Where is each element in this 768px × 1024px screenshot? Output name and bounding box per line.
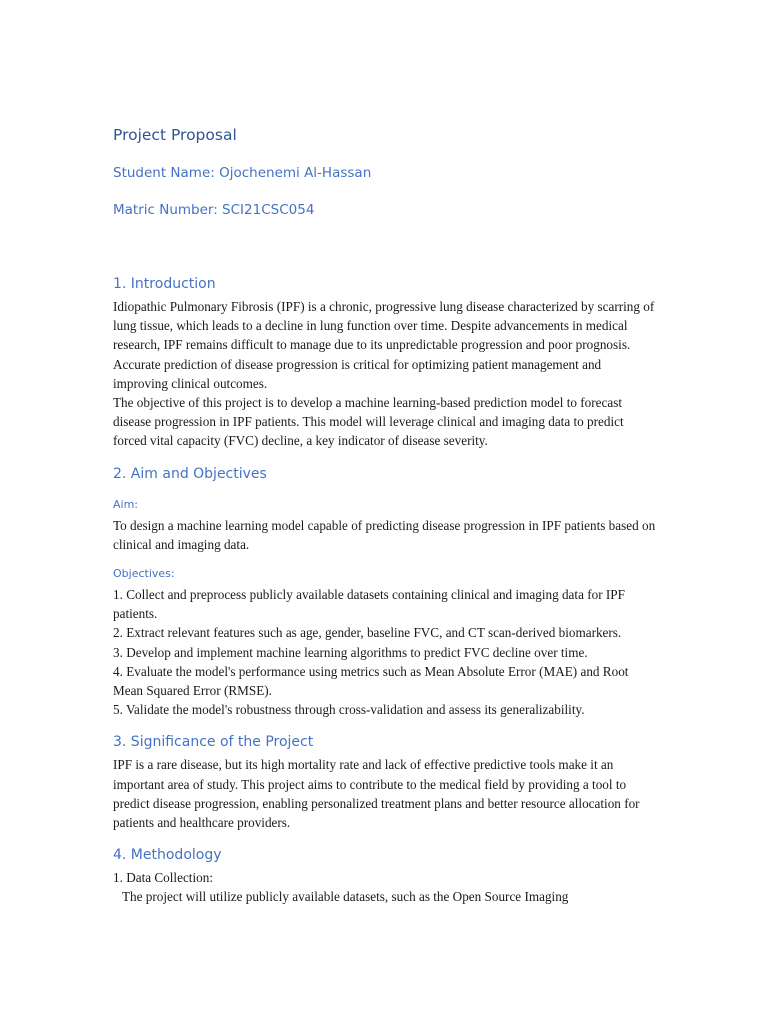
document-body	[113, 125, 658, 907]
methodology-item-1-text: The project will utilize publicly available datasets, such as the Open Source Imaging	[122, 889, 569, 905]
methodology-heading: 4. Methodology	[113, 847, 222, 864]
introduction-paragraph-1: Idiopathic Pulmonary Fibrosis (IPF) is a chronic, progressive lung disease characterized by scarring of lung tissue, which leads to a decline in lung function over time. Despite advancements in medical research, IPF remains difficult to manage due to its unpredictable progression and poor prognosis. Accurate prediction of disease progression is critical for optimizing patient management and improving clinical outcomes.	[113, 299, 655, 391]
document-title: Project Proposal	[113, 126, 237, 144]
matric-number: Matric Number: SCI21CSC054	[113, 202, 315, 218]
aim-text: To design a machine learning model capable of predicting disease progression in IPF patients based on clinical and imaging data.	[113, 517, 656, 552]
objective-item: 1. Collect and preprocess publicly available datasets containing clinical and imaging data for IPF patients.	[113, 587, 625, 622]
methodology-item-1: 1. Data Collection:	[113, 870, 213, 886]
objective-item: 2. Extract relevant features such as age, gender, baseline FVC, and CT scan-derived biomarkers.	[113, 625, 622, 641]
objective-item: 3. Develop and implement machine learning algorithms to predict FVC decline over time.	[113, 644, 588, 660]
significance-paragraph: IPF is a rare disease, but its high mortality rate and lack of effective predictive tools make it an important area of study. This project aims to contribute to the medical field by providing a tool to predict disease progression, enabling personalized treatment plans and better resource allocation for patients and healthcare providers.	[113, 757, 640, 831]
aim-objectives-heading: 2. Aim and Objectives	[113, 465, 267, 482]
introduction-heading: 1. Introduction	[113, 276, 216, 292]
objective-item: 5. Validate the model's robustness through cross-validation and assess its generalizability.	[113, 702, 585, 718]
objectives-label: Objectives:	[113, 567, 175, 581]
aim-label: Aim:	[113, 497, 139, 511]
significance-heading: 3. Significance of the Project	[113, 734, 314, 751]
introduction-paragraph-2: The objective of this project is to develop a machine learning-based prediction model to forecast disease progression in IPF patients. This model will leverage clinical and imaging data to predict forced vital capacity (FVC) decline, a key indicator of disease severity.	[113, 395, 624, 449]
student-name: Student Name: Ojochenemi Al-Hassan	[113, 165, 372, 181]
objective-item: 4. Evaluate the model's performance using metrics such as Mean Absolute Error (MAE) and Root Mean Squared Error (RMSE).	[113, 663, 629, 699]
